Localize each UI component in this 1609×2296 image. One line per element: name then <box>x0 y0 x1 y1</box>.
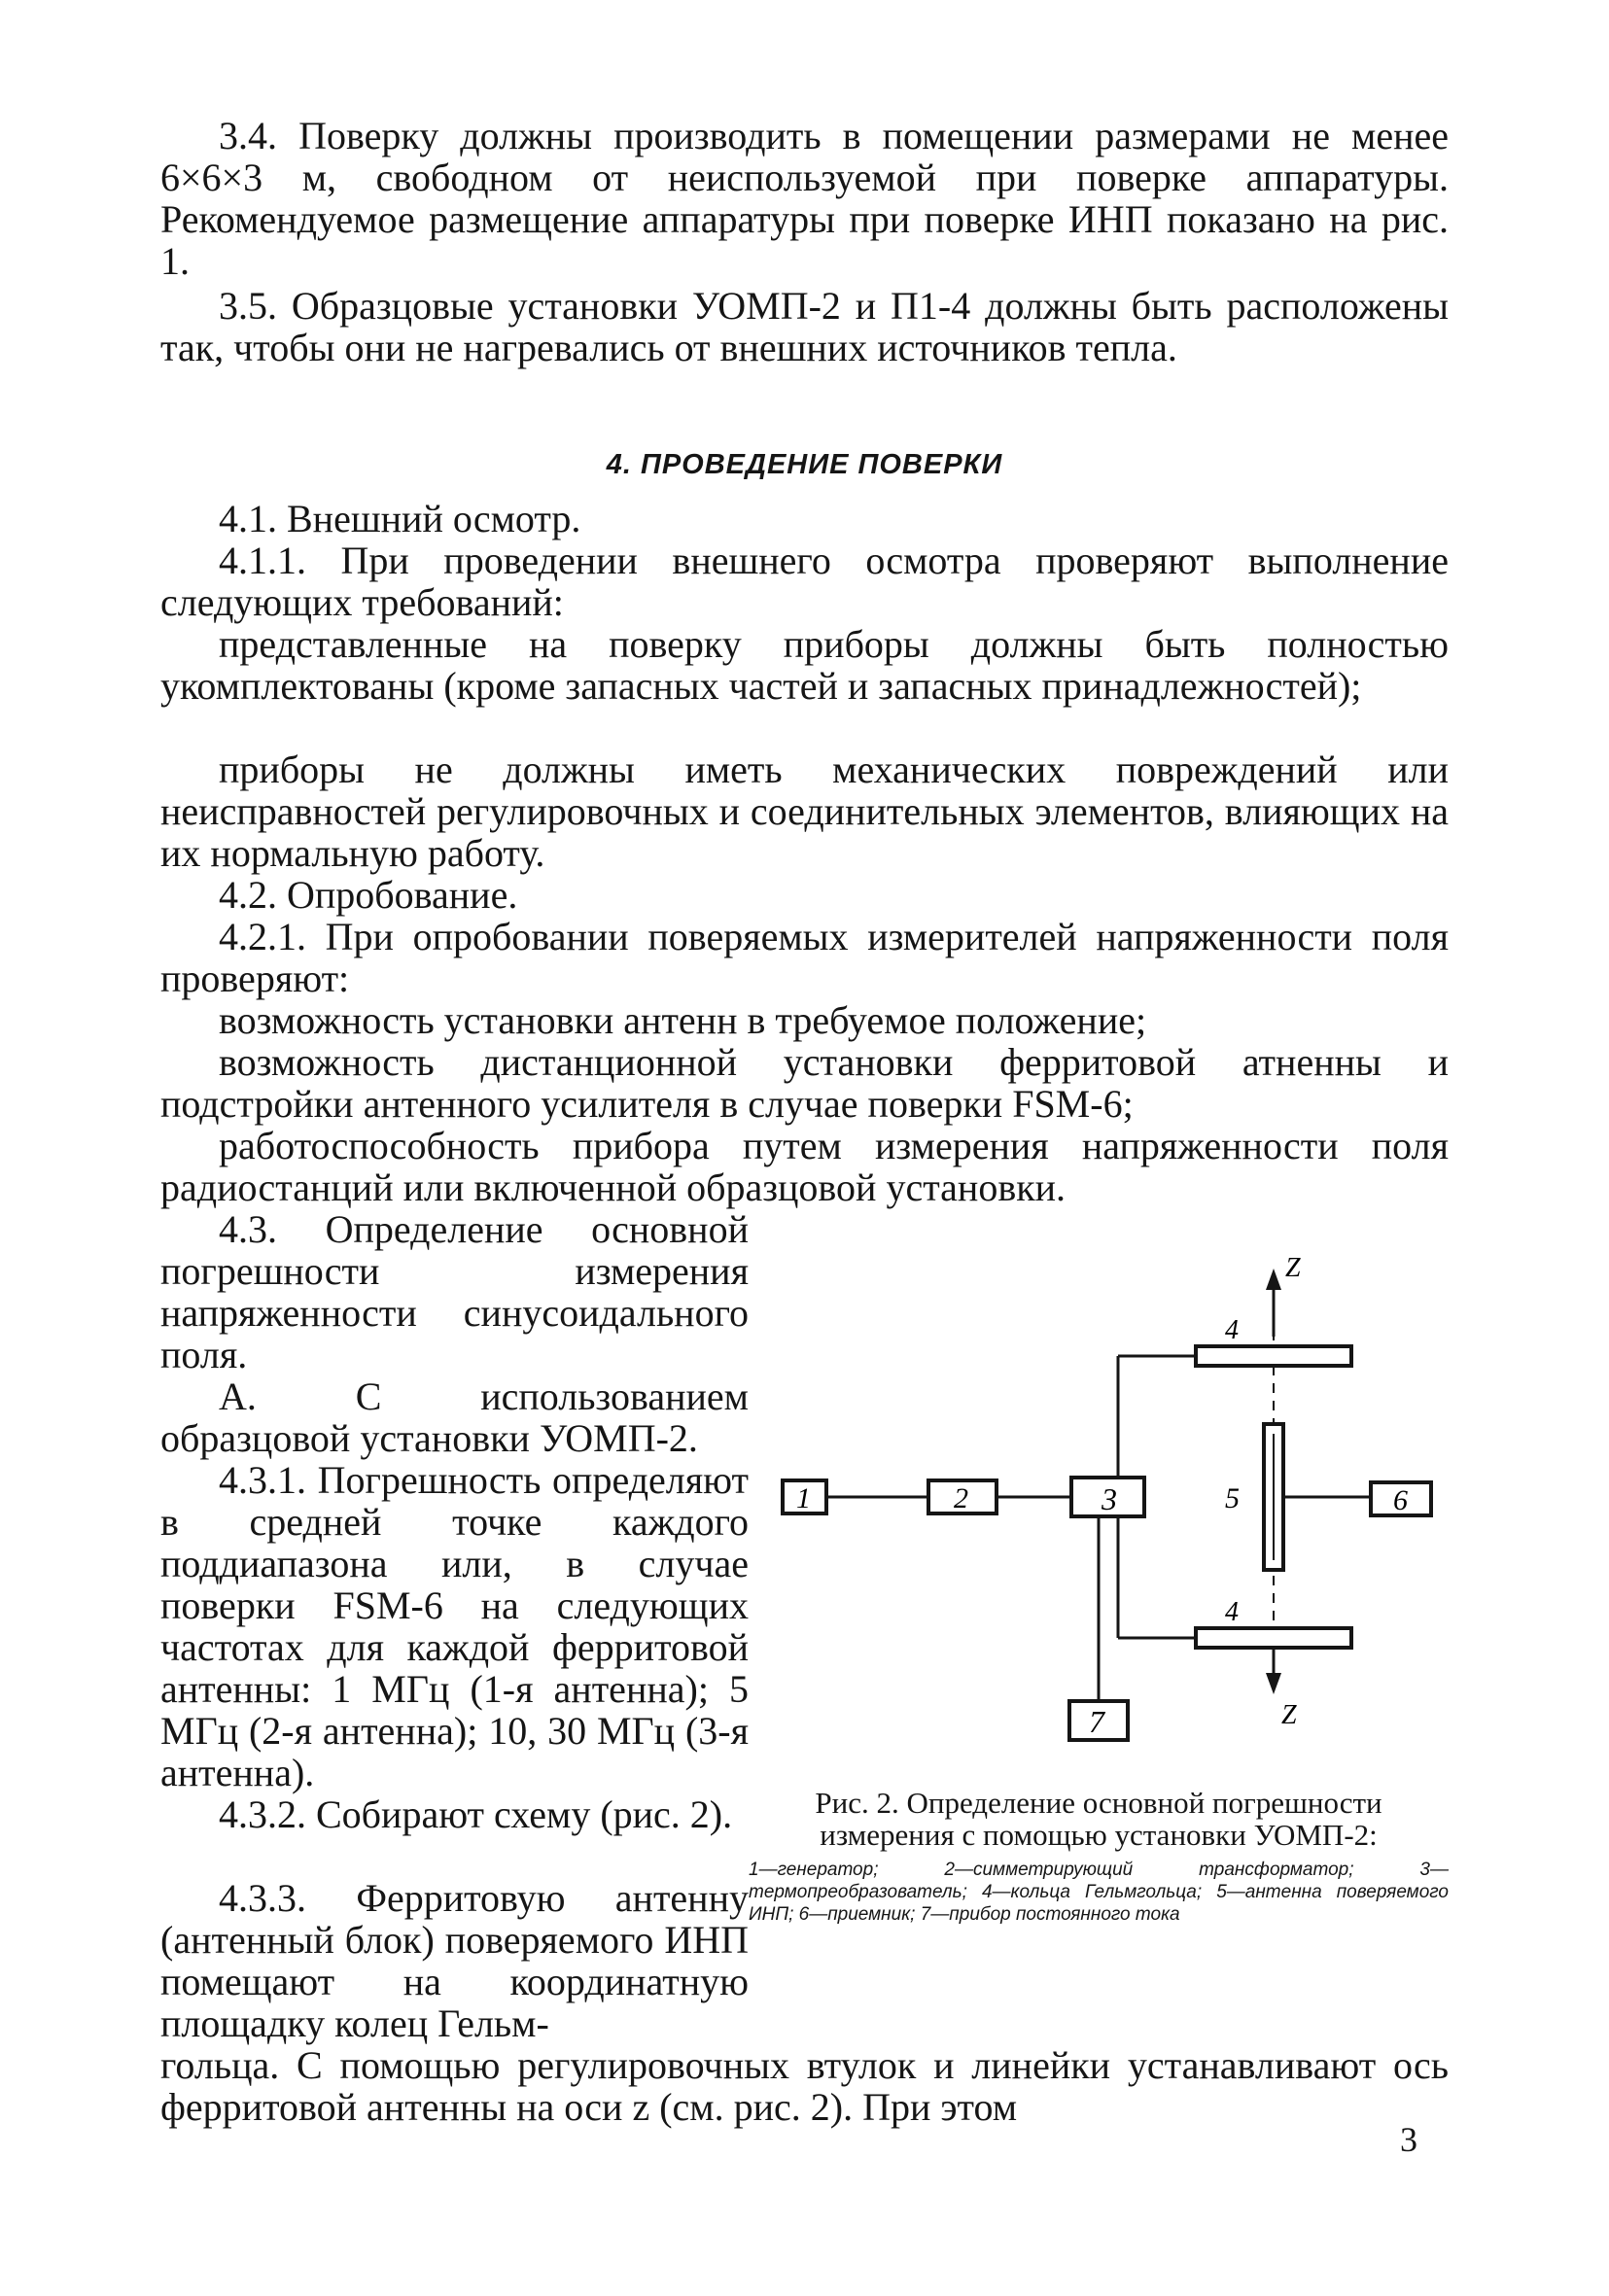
section-heading: 4. ПРОВЕДЕНИЕ ПОВЕРКИ <box>606 449 1003 480</box>
helmholtz-ring-bottom <box>1196 1628 1351 1648</box>
paragraph-continuation: гольца. С помощью регулировочных втулок и линейки устанавливают ось ферритовой антенны на оси z (см. рис. 2). При этом <box>160 2043 1449 2129</box>
paragraph-4-2: 4.2. Опробование. <box>219 873 518 917</box>
label-axis-z-bottom: Z <box>1281 1700 1297 1730</box>
page-number: 3 <box>1400 2120 1417 2159</box>
paragraph-a: А. С использованием образцовой установки УОМП-2. <box>160 1374 749 1460</box>
caption-legend: 1—генератор; 2—симметрирующий трансформатор; 3—термопреобразователь; 4—кольца Гельмгольца; 5—антенна поверяемого ИНП; 6—приемник; 7—прибор постоянного тока <box>749 1860 1449 1925</box>
check-item: работоспособность прибора путем измерения напряженности поля радиостанций или включенной образцовой установки. <box>160 1124 1449 1209</box>
figure-2-schematic <box>768 1239 1468 1784</box>
helmholtz-ring-top <box>1196 1346 1351 1366</box>
figure-caption <box>749 1787 1449 1926</box>
check-item: возможность установки антенн в требуемое положение; <box>219 998 1147 1042</box>
paragraph-4-3: 4.3. Определение основной погрешности измерения напряженности синусоидального поля. <box>160 1207 749 1376</box>
paragraph-4-2-1: 4.2.1. При опробовании поверяемых измерителей напряженности поля проверяют: <box>160 915 1449 1000</box>
label-ring-top: 4 <box>1225 1315 1239 1345</box>
paragraph-4-3-1: 4.3.1. Погрешность определяют в средней точке каждого поддиапазона или, в случае поверки FSM-6 на следующих частотах для каждой ферритовой антенны: 1 МГц (1-я антенна); 5 МГц (2-я антенна); 10, 30 МГц (3-я антенна). <box>160 1458 749 1794</box>
paragraph-4-3-3: 4.3.3. Ферритовую антенну (антенный блок) поверяемого ИНП помещают на координатную площадку колец Гельм- <box>160 1876 749 2045</box>
label-3: 3 <box>1102 1481 1117 1516</box>
label-6: 6 <box>1393 1484 1408 1516</box>
axis-arrow-up-icon <box>1266 1269 1281 1290</box>
paragraph-4-1: 4.1. Внешний осмотр. <box>219 497 581 540</box>
label-axis-z-top: Z <box>1285 1253 1301 1283</box>
label-1: 1 <box>796 1482 811 1514</box>
label-2: 2 <box>954 1482 968 1514</box>
paragraph-3-4: 3.4. Поверку должны производить в помещении размерами не менее 6×6×3 м, свободном от неиспользуемой при поверке аппаратуры. Рекомендуемое размещение аппаратуры при поверке ИНП показано на рис. 1. <box>160 114 1449 283</box>
requirement-item: приборы не должны иметь механических повреждений или неисправностей регулировочных и соединительных элементов, влияющих на их нормальную работу. <box>160 748 1449 875</box>
caption-title: Рис. 2. Определение основной погрешности измерения с помощью установки УОМП-2: <box>815 1786 1382 1852</box>
check-item: возможность дистанционной установки ферритовой атненны и подстройки антенного усилителя в случае поверки FSM-6; <box>160 1040 1449 1126</box>
axis-arrow-down-icon <box>1266 1673 1281 1694</box>
label-7: 7 <box>1089 1704 1104 1739</box>
label-ring-bottom: 4 <box>1225 1597 1239 1627</box>
paragraph-4-1-1: 4.1.1. При проведении внешнего осмотра проверяют выполнение следующих требований: <box>160 539 1449 624</box>
paragraph-4-3-2: 4.3.2. Собирают схему (рис. 2). <box>219 1792 733 1836</box>
paragraph-3-5: 3.5. Образцовые установки УОМП-2 и П1-4 должны быть расположены так, чтобы они не нагревались от внешних источников тепла. <box>160 284 1449 369</box>
label-5: 5 <box>1225 1482 1240 1514</box>
requirement-item: представленные на поверку приборы должны быть полностью укомплектованы (кроме запасных частей и запасных принадлежностей); <box>160 622 1449 708</box>
